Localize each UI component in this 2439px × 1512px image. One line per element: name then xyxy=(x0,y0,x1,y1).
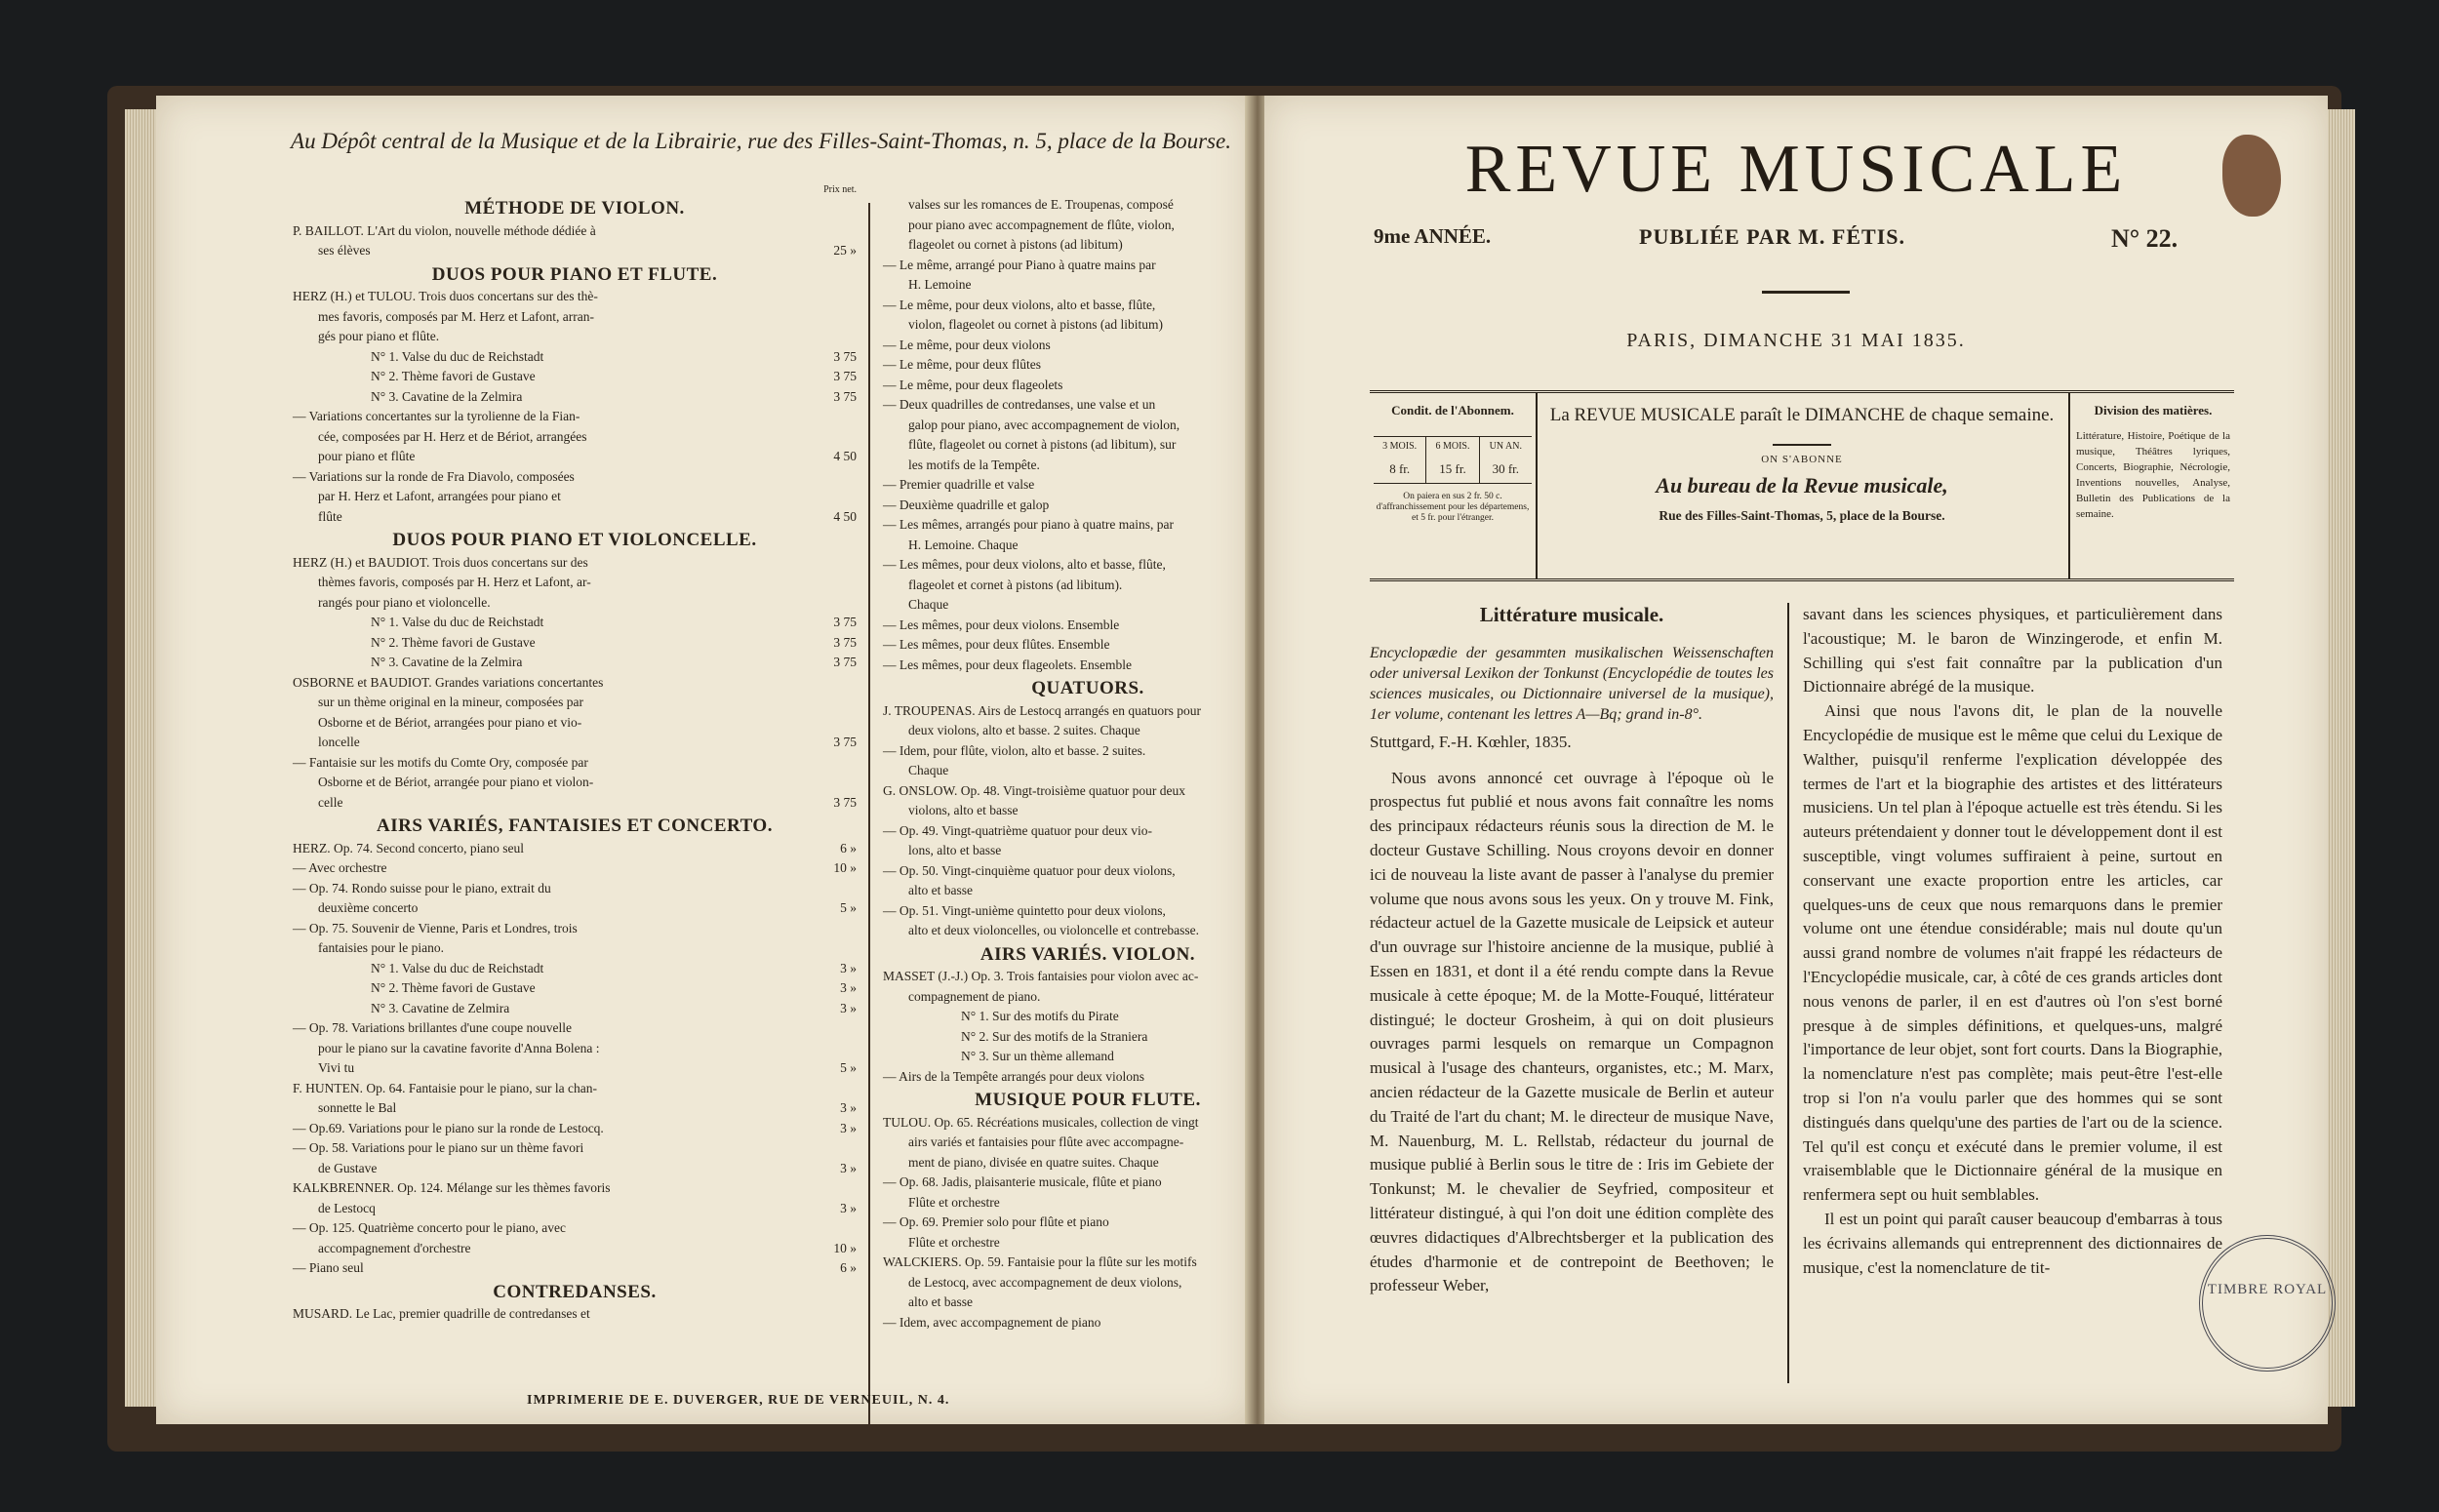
entry-text: gés pour piano et flûte. xyxy=(318,329,440,343)
term-period: 3 MOIS. xyxy=(1382,441,1418,452)
catalog-column-1 xyxy=(293,185,857,1325)
catalog-entry xyxy=(883,1047,1293,1067)
entry-text: loncelle xyxy=(318,735,360,749)
entry-text: — Le même, pour deux flageolets xyxy=(883,377,1063,392)
subject-division xyxy=(2068,393,2236,578)
entry-text: — Op. 58. Variations pour le piano sur un thème favori xyxy=(293,1140,584,1155)
catalog-entry xyxy=(293,919,857,939)
term-price: 8 fr. xyxy=(1389,461,1411,476)
catalog-entry xyxy=(883,1193,1293,1214)
entry-text: — Le même, pour deux violons xyxy=(883,337,1051,352)
catalog-entry xyxy=(293,573,857,593)
catalog-entry xyxy=(883,1067,1293,1088)
catalog-entry xyxy=(883,921,1293,941)
catalog-entry xyxy=(293,1079,857,1099)
entry-text: J. TROUPENAS. Airs de Lestocq arrangés en quatuors pour xyxy=(883,702,1201,718)
catalog-entry xyxy=(293,839,857,859)
entry-text: de Lestocq xyxy=(318,1200,376,1215)
catalog-heading: AIRS VARIÉS, FANTAISIES ET CONCERTO. xyxy=(377,816,773,836)
catalog-entry xyxy=(883,1213,1293,1233)
catalog-entry xyxy=(293,1258,857,1279)
catalog-entry xyxy=(883,216,1293,236)
catalog-entry xyxy=(293,407,857,427)
catalog-entry xyxy=(883,595,1293,616)
catalog-heading: AIRS VARIÉS. VIOLON. xyxy=(980,943,1196,965)
catalog-entry xyxy=(293,633,857,654)
entry-price: 10 » xyxy=(833,1240,857,1255)
entry-text: N° 1. Sur des motifs du Pirate xyxy=(961,1009,1119,1023)
catalog-entry xyxy=(293,1199,857,1219)
catalog-entry xyxy=(293,1178,857,1199)
left-page-header: Au Dépôt central de la Musique et de la Librairie, rue des Filles-Saint-Thomas, n. 5, place de la Bourse. xyxy=(291,129,1231,153)
entry-text: KALKBRENNER. Op. 124. Mélange sur les thèmes favoris xyxy=(293,1180,611,1195)
division-text: Littérature, Histoire, Poétique de la musique, Théâtres lyriques, Concerts, Biographie, Nécrologie, Inventions nouvelles, Analyse, Bulletin des Publications de la semaine. xyxy=(2076,430,2230,520)
catalog-entry xyxy=(883,235,1293,256)
small-rule xyxy=(1773,444,1831,446)
catalog-entry xyxy=(883,967,1293,987)
entry-text: fantaisies pour le piano. xyxy=(318,940,444,955)
entry-text: — Op. 74. Rondo suisse pour le piano, extrait du xyxy=(293,880,551,895)
catalog-entry xyxy=(293,467,857,488)
catalog-entry xyxy=(293,1138,857,1159)
catalog-entry xyxy=(883,256,1293,276)
entry-text: valses sur les romances de E. Troupenas, composé xyxy=(908,197,1174,212)
entry-text: flageolet et cornet à pistons (ad libitum). xyxy=(908,577,1123,592)
catalog-entry xyxy=(293,487,857,507)
bureau-label: Au bureau de la Revue musicale, xyxy=(1656,473,1948,497)
term-cell xyxy=(1480,437,1532,483)
entry-price: 5 » xyxy=(840,1060,857,1075)
entry-price: 4 50 xyxy=(833,449,857,463)
book-description: Encyclopædie der gesammten musikalischen Weissenschaften oder universal Lexikon der Tonkunst (Encyclopédie de toutes les sciences musicales, ou Dictionnaire universel de la musique), 1er volume, contenant les lettres A—Bq; grand in-8°. xyxy=(1370,644,1774,723)
entry-text: N° 1. Valse du duc de Reichstadt xyxy=(371,348,544,364)
entry-price: 25 » xyxy=(833,243,857,258)
catalog-entry xyxy=(883,576,1293,596)
entry-text: pour le piano sur la cavatine favorite d'Anna Bolena : xyxy=(318,1040,600,1055)
catalog-list-1 xyxy=(293,199,857,1325)
subscribe-label: ON S'ABONNE xyxy=(1761,454,1843,465)
entry-text: flûte xyxy=(318,508,342,524)
entry-text: alto et deux violoncelles, ou violoncelle et contrebasse. xyxy=(908,923,1200,937)
catalog-entry xyxy=(883,1133,1293,1153)
entry-text: — Deuxième quadrille et galop xyxy=(883,497,1050,512)
article-rule xyxy=(1787,603,1789,1383)
entry-price: 4 50 xyxy=(833,508,857,524)
ornament-rule xyxy=(1762,291,1850,294)
article-column-2 xyxy=(1803,603,2222,1280)
catalog-entry xyxy=(883,435,1293,456)
catalog-entry xyxy=(293,1218,857,1239)
entry-text: — Le même, pour deux flûtes xyxy=(883,357,1041,372)
catalog-entry xyxy=(883,416,1293,436)
entry-text: lons, alto et basse xyxy=(908,843,1002,857)
catalog-entry xyxy=(293,241,857,261)
left-page-edges xyxy=(125,109,160,1407)
entry-text: N° 3. Cavatine de la Zelmira xyxy=(371,388,523,404)
editor-label: PUBLIÉE PAR M. FÉTIS. xyxy=(1639,224,1906,249)
catalog-entry xyxy=(883,861,1293,882)
catalog-entry xyxy=(293,693,857,713)
catalog-entry xyxy=(883,616,1293,636)
subscription-box xyxy=(1370,390,2234,581)
catalog-entry xyxy=(293,221,857,242)
entry-text: pour piano et flûte xyxy=(318,449,416,463)
term-cell xyxy=(1374,437,1426,483)
entry-text: celle xyxy=(318,794,343,810)
entry-text: — Piano seul xyxy=(293,1260,364,1275)
catalog-entry xyxy=(883,1273,1293,1293)
entry-text: N° 1. Valse du duc de Reichstadt xyxy=(371,615,544,629)
conditions-note: On paiera en sus 2 fr. 50 c. d'affranchissement pour les départemens, et 5 fr. pour l'étranger. xyxy=(1376,492,1530,523)
catalog-heading: MUSIQUE POUR FLUTE. xyxy=(975,1090,1201,1110)
entry-text: N° 2. Thème favori de Gustave xyxy=(371,980,536,995)
entry-price: 3 » xyxy=(840,1200,857,1215)
catalog-entry xyxy=(293,593,857,614)
entry-text: flageolet ou cornet à pistons (ad libitum) xyxy=(908,237,1123,252)
entry-price: 3 » xyxy=(840,1160,857,1175)
entry-text: de Lestocq, avec accompagnement de deux violons, xyxy=(908,1274,1182,1290)
catalog-heading: CONTREDANSES. xyxy=(493,1281,657,1302)
entry-text: TULOU. Op. 65. Récréations musicales, collection de vingt xyxy=(883,1114,1199,1130)
entry-text: — Les mêmes, arrangés pour piano à quatre mains, par xyxy=(883,517,1175,532)
catalog-entry xyxy=(883,1113,1293,1134)
catalog-list-2 xyxy=(883,195,1293,1333)
entry-text: N° 2. Sur des motifs de la Straniera xyxy=(961,1028,1148,1044)
catalog-entry xyxy=(293,733,857,753)
catalog-entry xyxy=(293,1058,857,1079)
entry-text: ment de piano, divisée en quatre suites. Chaque xyxy=(908,1154,1159,1170)
entry-text: HERZ. Op. 74. Second concerto, piano seul xyxy=(293,840,524,855)
catalog-heading: MÉTHODE DE VIOLON. xyxy=(464,198,685,219)
entry-text: WALCKIERS. Op. 59. Fantaisie pour la flûte sur les motifs xyxy=(883,1254,1197,1269)
catalog-entry xyxy=(293,773,857,793)
catalog-entry xyxy=(883,315,1293,336)
article-paragraph-2: Ainsi que nous l'avons dit, le plan de la nouvelle Encyclopédie de musique est le même que celui du Lexique de Walther, puisqu'il renferme l'explication développée des termes de l'art et la biographie des artistes et des littérateurs musiciens. Un tel plan à l'époque actuelle est très étendu. Si les auteurs prétendaient y donner tout le développement dont il est susceptible, vingt volumes suffiraient à peine, surtout en conservant une exacte proportion entre les articles, car quelques-uns de ceux que nous remarquons dans le premier volume ont une étendue considérable; mais nul doute qu'un aussi grand nombre de volumes n'ait frappé les rédacteurs de l'Encyclopédie musicale, car, à côté de ces grands articles dont nous venons de parler, il en est d'autres où l'on s'est borné presque à de simples définitions, et quelques-uns, malgré l'importance de leur objet, sont fort courts. Dans la Biographie, la nomenclature n'est pas complète; mais peut-être l'est-elle trop si l'on n'a voulu parler que des hommes qui se sont distingués dans quelqu'une des parties de l'art ou de la science. Tel qu'il est conçu et exécuté dans le premier volume, il est vraisemblable que le Dictionnaire général de la musique en renfermera sept ou huit semblables. xyxy=(1803,701,2222,1205)
entry-text: thèmes favoris, composés par H. Herz et Lafont, ar- xyxy=(318,575,591,589)
entry-price: 3 » xyxy=(840,1100,857,1115)
journal-title: REVUE MUSICALE xyxy=(1464,132,2128,207)
entry-text: H. Lemoine. Chaque xyxy=(908,537,1019,552)
catalog-entry xyxy=(293,1119,857,1139)
catalog-entry xyxy=(293,938,857,959)
catalog-entry xyxy=(293,387,857,408)
catalog-entry xyxy=(293,898,857,919)
entry-text: sur un thème original en la mineur, composées par xyxy=(318,695,584,709)
catalog-entry xyxy=(293,753,857,774)
entry-text: — Idem, avec accompagnement de piano xyxy=(883,1314,1101,1330)
entry-text: — Les mêmes, pour deux violons, alto et basse, flûte, xyxy=(883,557,1166,572)
catalog-entry xyxy=(293,793,857,814)
catalog-entry xyxy=(293,1304,857,1325)
catalog-entry xyxy=(293,1018,857,1039)
catalog-entry xyxy=(293,673,857,694)
catalog-entry xyxy=(883,475,1293,496)
entry-text: deuxième concerto xyxy=(318,900,419,915)
entry-text: Osborne et de Bériot, arrangée pour piano et violon- xyxy=(318,775,594,789)
price-label: Prix net. xyxy=(823,184,857,195)
entry-text: F. HUNTEN. Op. 64. Fantaisie pour le piano, sur la chan- xyxy=(293,1080,597,1095)
entry-price: 3 » xyxy=(840,1000,857,1015)
entry-text: galop pour piano, avec accompagnement de violon, xyxy=(908,417,1180,432)
entry-price: 6 » xyxy=(840,1260,857,1275)
entry-price: 3 » xyxy=(840,980,857,995)
subscription-conditions xyxy=(1370,393,1538,578)
catalog-entry xyxy=(293,347,857,368)
entry-text: pour piano avec accompagnement de flûte, violon, xyxy=(908,217,1175,232)
entry-text: — Les mêmes, pour deux flageolets. Ensemble xyxy=(883,657,1132,672)
catalog-entry xyxy=(883,376,1293,396)
entry-text: H. Lemoine xyxy=(908,277,972,292)
entry-text: HERZ (H.) et TULOU. Trois duos concertans sur des thè- xyxy=(293,289,598,303)
article-text-1: Nous avons annoncé cet ouvrage à l'époque où le prospectus fut publié et nous avons fait connaître les noms des principaux rédacteurs réunis sous la direction de M. le docteur Gustave Schilling. Nous croyons devoir en donner ici de nouveau la liste avant de passer à l'analyse du premier volume que nous avons sous les yeux. On y trouve M. Fink, rédacteur actuel de la Gazette musicale de Leipsick et auteur d'un ouvrage sur l'histoire ancienne de la musique, publié à Essen en 1831, et dont il a été rendu compte dans la Revue musicale à cette époque; M. de la Motte-Fouqué, littérateur distingué; le docteur Grosheim, à qui on doit plusieurs ouvrages parmi lesquels on remarque un Compagnon musical à l'usage des chanteurs, organistes, etc.; M. Marx, ancien rédacteur de la Gazette musicale de Berlin et auteur du Traité de l'art du chant; M. le directeur de musique Nave, M. Nauenburg, M. L. Rellstab, rédacteur du journal de musique publié à Berlin sous le titre de : Iris im Gebiete der Tonkunst; M. le chevalier de Seyfried, compositeur et littérateur distingué, à qui l'on doit une édition complète des œuvres didactiques d'Albrechtsberger et la publication des études d'harmonie et de contrepoint de Beethoven; le professeur Weber, xyxy=(1370,768,1774,1295)
entry-text: Flûte et orchestre xyxy=(908,1194,1000,1210)
stamp-text: TIMBRE ROYAL xyxy=(2207,1282,2328,1297)
catalog-entry xyxy=(883,1233,1293,1253)
catalog-entry xyxy=(883,336,1293,356)
entry-text: — Le même, pour deux violons, alto et basse, flûte, xyxy=(883,297,1156,312)
catalog-entry xyxy=(883,1007,1293,1027)
catalog-heading: DUOS POUR PIANO ET VIOLONCELLE. xyxy=(392,530,757,550)
catalog-entry xyxy=(883,355,1293,376)
catalog-entry xyxy=(883,1253,1293,1273)
entry-text: Chaque xyxy=(908,597,949,612)
entry-text: — Le même, arrangé pour Piano à quatre mains par xyxy=(883,257,1156,272)
entry-text: N° 3. Cavatine de la Zelmira xyxy=(371,655,523,669)
catalog-entry xyxy=(293,447,857,467)
right-page-edges xyxy=(2324,109,2355,1407)
catalog-entry xyxy=(293,613,857,633)
entry-text: de Gustave xyxy=(318,1160,378,1175)
catalog-entry xyxy=(293,327,857,347)
catalog-entry xyxy=(883,881,1293,901)
entry-text: HERZ (H.) et BAUDIOT. Trois duos concertans sur des xyxy=(293,554,588,570)
entry-text: rangés pour piano et violoncelle. xyxy=(318,594,491,610)
entry-text: — Variations sur la ronde de Fra Diavolo, composées xyxy=(293,468,575,484)
catalog-entry xyxy=(293,858,857,879)
entry-text: G. ONSLOW. Op. 48. Vingt-troisième quatuor pour deux xyxy=(883,782,1186,798)
catalog-entry xyxy=(883,1313,1293,1333)
entry-text: ses élèves xyxy=(318,243,371,258)
catalog-entry xyxy=(293,879,857,899)
catalog-entry xyxy=(883,1173,1293,1193)
catalog-entry xyxy=(293,959,857,979)
terms-table xyxy=(1374,436,1532,484)
entry-text: — Op. 50. Vingt-cinquième quatuor pour deux violons, xyxy=(883,862,1176,878)
catalog-entry xyxy=(293,553,857,574)
catalog-entry xyxy=(293,507,857,528)
entry-text: alto et basse xyxy=(908,1294,973,1309)
catalog-column-2 xyxy=(883,185,1293,1333)
catalog-entry xyxy=(883,701,1293,722)
entry-text: Osborne et de Bériot, arrangées pour piano et vio- xyxy=(318,714,582,730)
entry-price: 6 » xyxy=(840,840,857,855)
entry-text: Chaque xyxy=(908,763,949,777)
entry-text: — Fantaisie sur les motifs du Comte Ory, composée par xyxy=(293,754,588,770)
catalog-entry xyxy=(293,1039,857,1059)
catalog-entry xyxy=(883,1293,1293,1313)
catalog-entry xyxy=(293,1239,857,1259)
catalog-entry xyxy=(293,307,857,328)
catalog-entry xyxy=(883,801,1293,821)
article-column-1 xyxy=(1370,603,1774,1298)
entry-text: — Op. 51. Vingt-unième quintetto pour deux violons, xyxy=(883,902,1166,918)
price-label-2 xyxy=(883,185,1293,195)
entry-text: N° 3. Cavatine de Zelmira xyxy=(371,1000,510,1015)
entry-text: — Op. 78. Variations brillantes d'une coupe nouvelle xyxy=(293,1020,572,1035)
catalog-entry xyxy=(883,821,1293,842)
subscription-center xyxy=(1538,393,2066,578)
catalog-entry xyxy=(293,1098,857,1119)
weekly-notice: La REVUE MUSICALE paraît le DIMANCHE de chaque semaine. xyxy=(1549,405,2055,425)
catalog-entry xyxy=(883,987,1293,1008)
entry-text: accompagnement d'orchestre xyxy=(318,1240,471,1255)
entry-price: 3 75 xyxy=(833,348,857,364)
entry-text: — Avec orchestre xyxy=(293,860,387,875)
catalog-heading: QUATUORS. xyxy=(1031,678,1144,698)
entry-price: 3 75 xyxy=(833,369,857,383)
entry-text: — Idem, pour flûte, violon, alto et basse. 2 suites. xyxy=(883,742,1146,758)
entry-text: — Les mêmes, pour deux flûtes. Ensemble xyxy=(883,637,1110,652)
catalog-entry xyxy=(293,978,857,999)
entry-text: — Op. 75. Souvenir de Vienne, Paris et Londres, trois xyxy=(293,920,578,935)
entry-text: MASSET (J.-J.) Op. 3. Trois fantaisies pour violon avec ac- xyxy=(883,969,1199,983)
catalog-entry xyxy=(883,656,1293,676)
column-rule xyxy=(868,203,870,1432)
catalog-entry xyxy=(293,713,857,734)
entry-price: 3 75 xyxy=(833,388,857,404)
catalog-entry xyxy=(883,741,1293,762)
entry-price: 5 » xyxy=(840,900,857,915)
catalog-entry xyxy=(293,427,857,448)
catalog-entry xyxy=(883,275,1293,296)
entry-text: MUSARD. Le Lac, premier quadrille de contredanses et xyxy=(293,1306,590,1321)
entry-text: — Premier quadrille et valse xyxy=(883,477,1035,492)
catalog-entry xyxy=(883,781,1293,802)
catalog-entry xyxy=(883,635,1293,656)
entry-price: 3 75 xyxy=(833,634,857,650)
entry-text: par H. Herz et Lafont, arrangées pour piano et xyxy=(318,489,561,503)
catalog-entry xyxy=(883,496,1293,516)
entry-text: — Op.69. Variations pour le piano sur la ronde de Lestocq. xyxy=(293,1120,604,1135)
catalog-entry xyxy=(883,395,1293,416)
entry-text: N° 3. Sur un thème allemand xyxy=(961,1049,1114,1063)
entry-text: — Airs de la Tempête arrangés pour deux violons xyxy=(883,1068,1144,1084)
catalog-entry xyxy=(293,287,857,307)
entry-text: — Op. 125. Quatrième concerto pour le piano, avec xyxy=(293,1220,567,1235)
entry-text: Vivi tu xyxy=(318,1060,355,1075)
entry-text: Flûte et orchestre xyxy=(908,1234,1000,1250)
entry-text: flûte, flageolet ou cornet à pistons (ad libitum), sur xyxy=(908,437,1177,452)
catalog-entry xyxy=(293,653,857,673)
entry-price: 3 75 xyxy=(833,615,857,629)
entry-text: les motifs de la Tempête. xyxy=(908,457,1040,472)
entry-text: N° 2. Thème favori de Gustave xyxy=(371,634,536,650)
catalog-entry xyxy=(883,901,1293,922)
catalog-heading: DUOS POUR PIANO ET FLUTE. xyxy=(431,263,718,285)
term-cell xyxy=(1426,437,1479,483)
entry-price: 3 » xyxy=(840,1120,857,1135)
entry-text: — Op. 69. Premier solo pour flûte et piano xyxy=(883,1214,1109,1229)
issue-number: N° 22. xyxy=(2111,224,2179,253)
conditions-title: Condit. de l'Abonnem. xyxy=(1391,403,1514,418)
entry-price: 3 75 xyxy=(833,794,857,810)
entry-text: sonnette le Bal xyxy=(318,1100,397,1115)
catalog-entry xyxy=(883,1153,1293,1174)
catalog-entry xyxy=(883,721,1293,741)
catalog-entry xyxy=(883,841,1293,861)
entry-text: airs variés et fantaisies pour flûte avec accompagne- xyxy=(908,1134,1184,1149)
catalog-entry xyxy=(293,367,857,387)
catalog-entry xyxy=(883,761,1293,781)
right-page xyxy=(1264,96,2328,1424)
division-title: Division des matières. xyxy=(2094,403,2213,418)
entry-price: 3 75 xyxy=(833,735,857,749)
entry-text: mes favoris, composés par M. Herz et Lafont, arran- xyxy=(318,308,595,324)
catalog-entry xyxy=(883,515,1293,536)
entry-price: 3 75 xyxy=(833,655,857,669)
term-price: 30 fr. xyxy=(1492,461,1520,476)
year-label: 9me ANNÉE. xyxy=(1374,224,1492,248)
catalog-entry xyxy=(883,195,1293,216)
entry-text: deux violons, alto et basse. 2 suites. Chaque xyxy=(908,723,1140,737)
entry-text: N° 1. Valse du duc de Reichstadt xyxy=(371,960,544,975)
entry-text: cée, composées par H. Herz et de Bériot, arrangées xyxy=(318,428,587,444)
term-period: UN AN. xyxy=(1489,441,1522,452)
issue-date: PARIS, DIMANCHE 31 MAI 1835. xyxy=(1626,330,1966,351)
term-price: 15 fr. xyxy=(1439,461,1466,476)
catalog-entry xyxy=(883,555,1293,576)
entry-text: — Variations concertantes sur la tyrolienne de la Fian- xyxy=(293,409,580,423)
entry-text: violon, flageolet ou cornet à pistons (ad libitum) xyxy=(908,317,1163,332)
entry-text: — Les mêmes, pour deux violons. Ensemble xyxy=(883,617,1120,632)
left-page xyxy=(156,96,1251,1424)
book-imprint: Stuttgard, F.-H. Kœhler, 1835. xyxy=(1370,732,1572,751)
entry-price: 10 » xyxy=(833,860,857,875)
tax-stamp xyxy=(2199,1235,2336,1372)
entry-text: OSBORNE et BAUDIOT. Grandes variations concertantes xyxy=(293,674,604,690)
catalog-entry xyxy=(883,456,1293,476)
entry-text: compagnement de piano. xyxy=(908,988,1041,1004)
catalog-entry xyxy=(883,536,1293,556)
entry-text: — Op. 68. Jadis, plaisanterie musicale, flûte et piano xyxy=(883,1174,1162,1189)
catalog-entry xyxy=(293,1159,857,1179)
term-period: 6 MOIS. xyxy=(1435,441,1470,452)
catalog-entry xyxy=(883,296,1293,316)
entry-text: N° 2. Thème favori de Gustave xyxy=(371,369,536,383)
entry-text: — Deux quadrilles de contredanses, une valse et un xyxy=(883,397,1156,412)
entry-text: P. BAILLOT. L'Art du violon, nouvelle méthode dédiée à xyxy=(293,222,596,238)
catalog-entry xyxy=(293,999,857,1019)
entry-text: violons, alto et basse xyxy=(908,803,1019,817)
catalog-entry xyxy=(883,1027,1293,1048)
bureau-address: Rue des Filles-Saint-Thomas, 5, place de la Bourse. xyxy=(1659,508,1945,523)
entry-text: — Op. 49. Vingt-quatrième quatuor pour deux vio- xyxy=(883,822,1153,838)
entry-text: alto et basse xyxy=(908,883,973,897)
section-title: Littérature musicale. xyxy=(1479,603,1664,626)
article-paragraph-3: Il est un point qui paraît causer beaucoup d'embarras à tous les écrivains allemands qui entreprennent des dictionnaires de musique, c'est la nomenclature de tit- xyxy=(1803,1209,2222,1277)
entry-price: 3 » xyxy=(840,960,857,975)
printer-imprint: IMPRIMERIE DE E. DUVERGER, RUE DE VERNEUIL, N. 4. xyxy=(527,1393,950,1408)
article-paragraph-1: savant dans les sciences physiques, et particulièrement dans l'acoustique; M. le baron de Winzingerode, et enfin M. Schilling qui s'est fait connaître par la publication d'un Dictionnaire abrégé de la musique. xyxy=(1803,605,2222,696)
